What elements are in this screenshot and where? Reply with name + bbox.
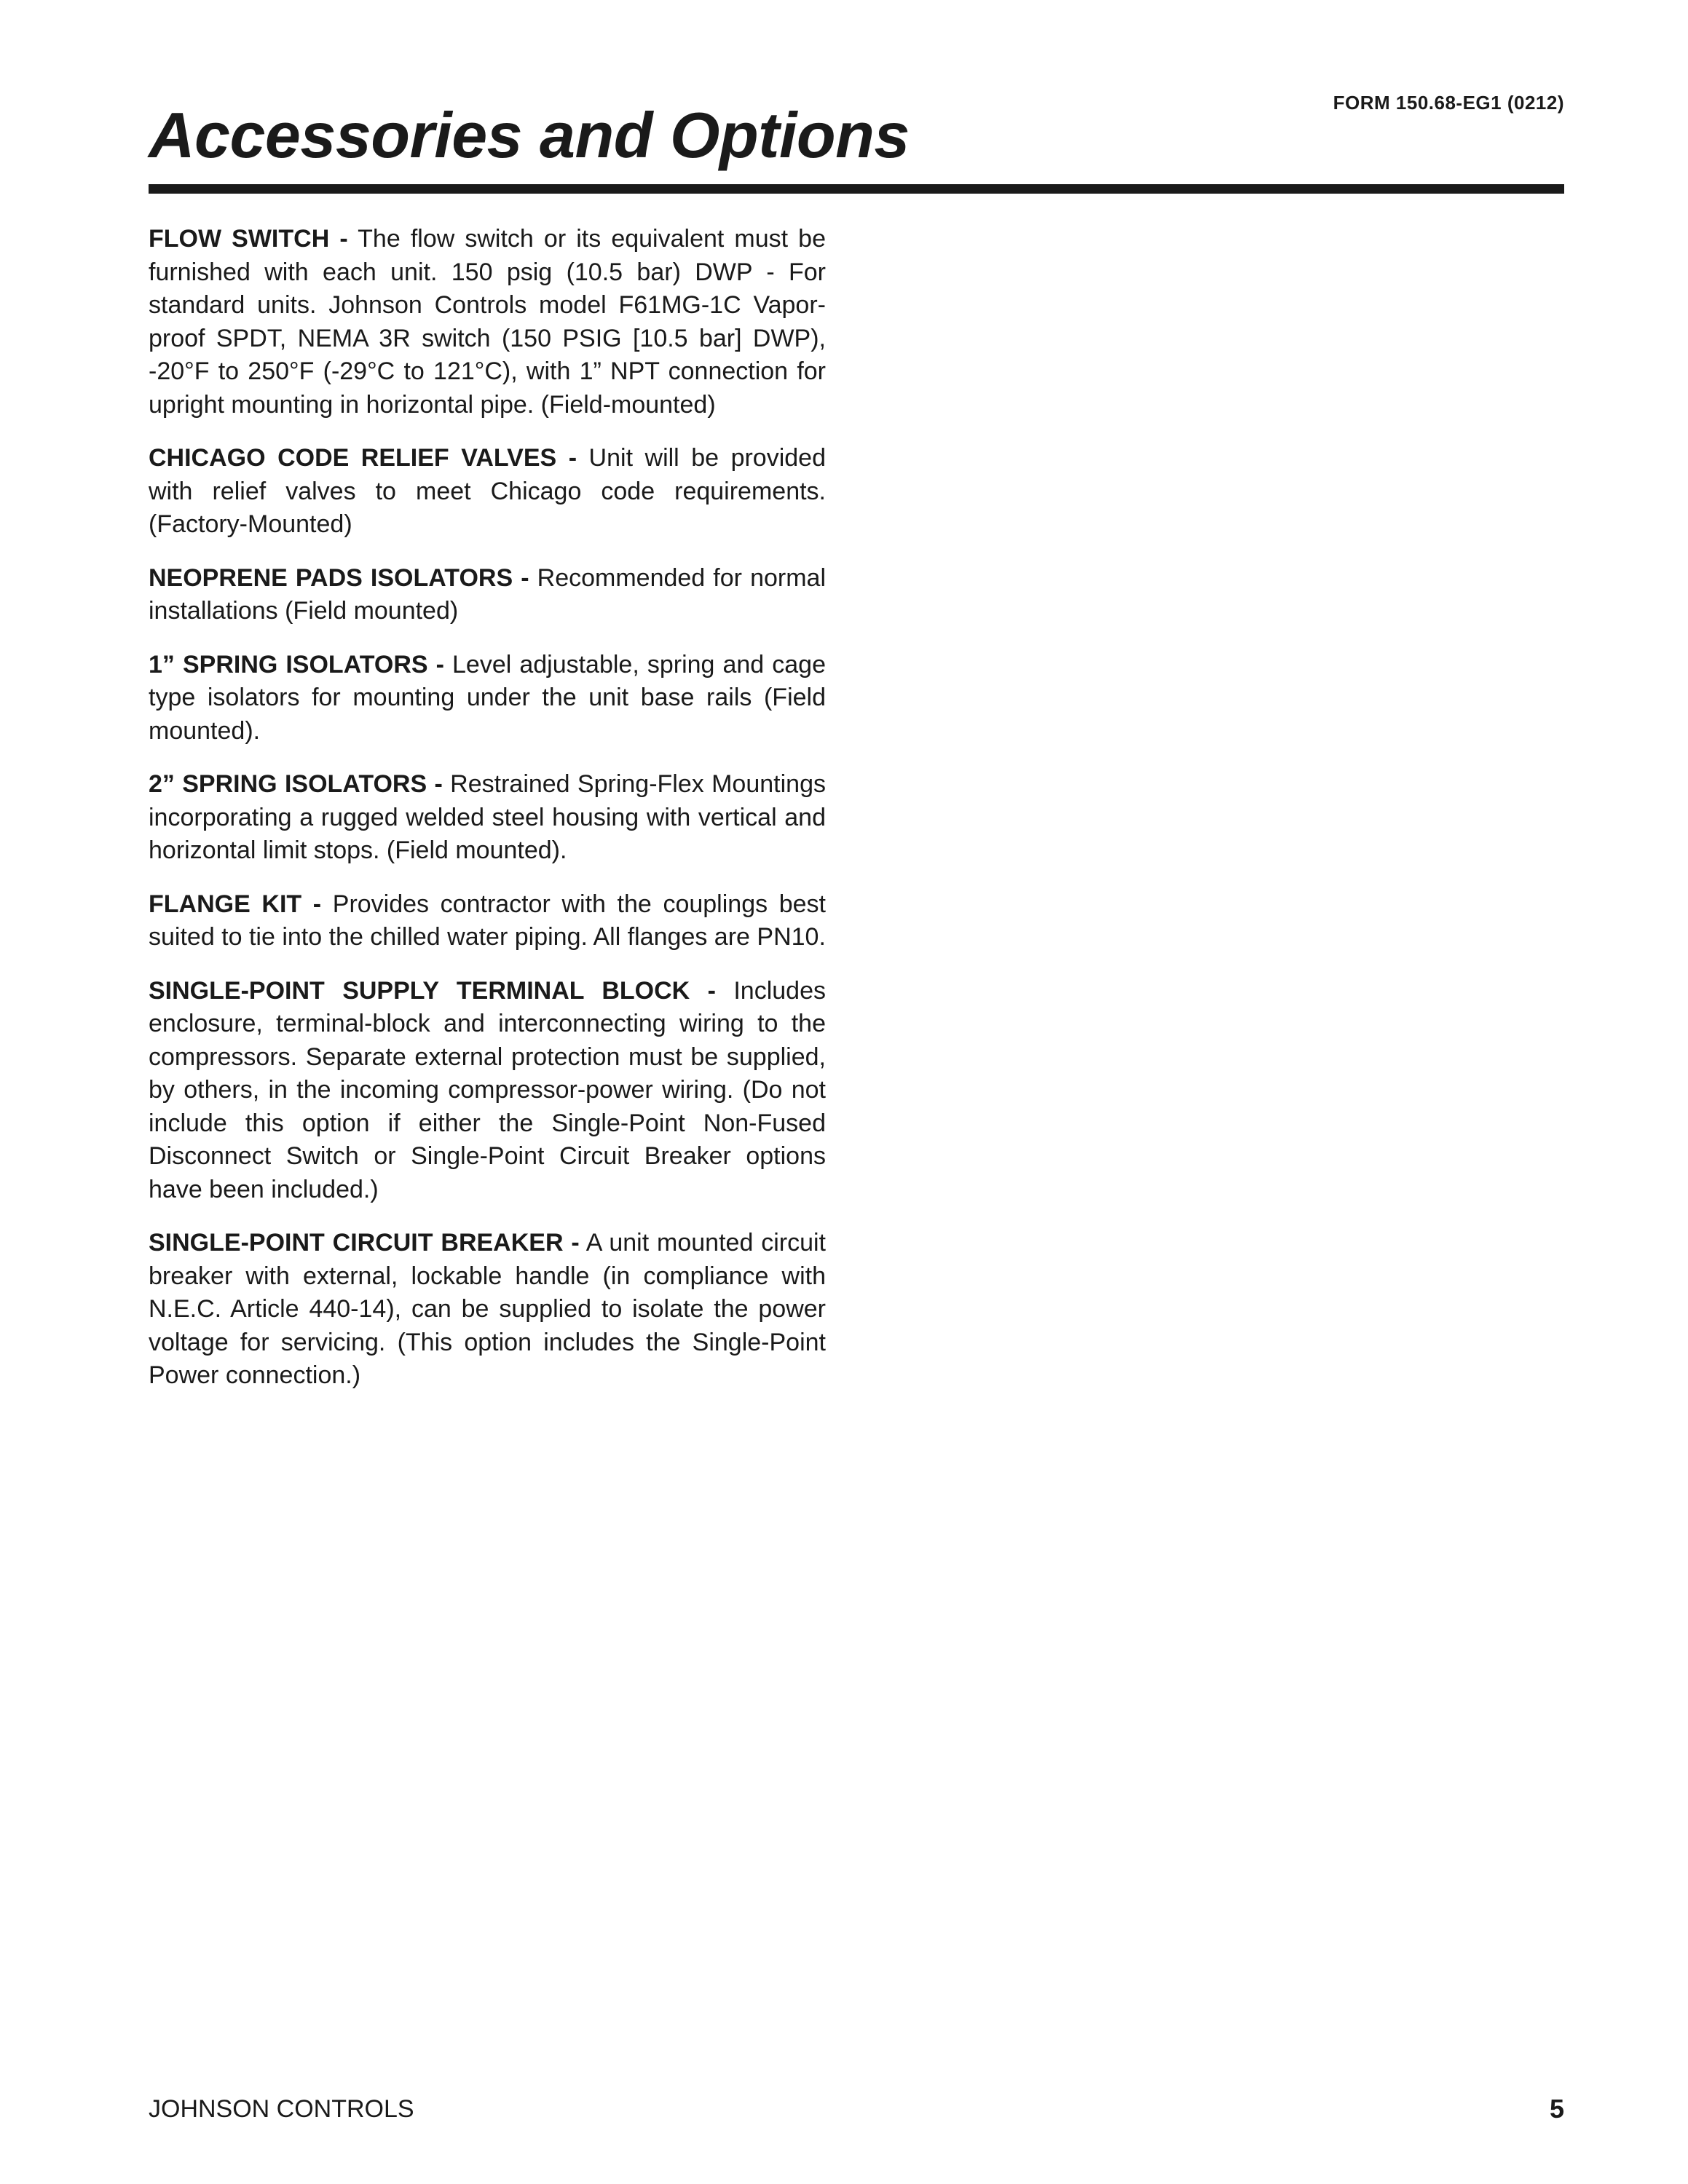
entry-heading: SINGLE-POINT CIRCUIT BREAKER - (149, 1229, 580, 1257)
entry-text: Includes enclosure, terminal-block and interconnecting wiring to the compressors. Separate external protection must be supplied, by others, in the incoming compressor-power wiring. (Do not include this option if either the Single-Point Non-Fused Disconnect Switch or Single-Point Circuit Breaker options have been included.) (149, 976, 826, 1203)
entry-heading: SINGLE-POINT SUPPLY TERMINAL BLOCK - (149, 976, 716, 1005)
entry-flow-switch (149, 223, 826, 422)
title-rule (149, 184, 1564, 194)
entry-single-point-supply-terminal-block (149, 975, 826, 1207)
entry-neoprene-pads-isolators (149, 562, 826, 628)
footer-brand: JOHNSON CONTROLS (149, 2095, 414, 2123)
entry-heading: FLOW SWITCH - (149, 225, 348, 253)
entry-text: Level adjustable, spring and cage type isolators for mounting under the unit base rails (Field mounted). (149, 650, 826, 745)
entry-1in-spring-isolators (149, 649, 826, 748)
entry-chicago-code-relief-valves (149, 442, 826, 542)
page-number: 5 (1549, 2094, 1564, 2124)
entry-heading: CHICAGO CODE RELIEF VALVES - (149, 444, 577, 472)
entry-heading: NEOPRENE PADS ISOLATORS - (149, 563, 529, 592)
page-title: Accessories and Options (149, 99, 910, 171)
form-number: FORM 150.68-EG1 (0212) (1333, 92, 1564, 114)
entry-text: Provides contractor with the couplings best suited to tie into the chilled water piping. All flanges are PN10. (149, 890, 826, 951)
entry-text: A unit mounted circuit breaker with external, lockable handle (in compliance with N.E.C. Article 440-14), can be supplied to isolate the power voltage for servicing. (This option includes the Single-Point Power connection.) (149, 1229, 827, 1389)
entry-heading: 1” SPRING ISOLATORS - (149, 650, 444, 678)
entry-heading: 2” SPRING ISOLATORS - (149, 770, 443, 798)
entry-heading: FLANGE KIT - (149, 890, 322, 918)
entry-text: Restrained Spring-Flex Mountings incorporating a rugged welded steel housing with vertical and horizontal limit stops. (Field mounted). (149, 770, 826, 864)
entry-text: Unit will be provided with relief valves to meet Chicago code requirements. (Factory-Mounted) (149, 444, 826, 538)
entry-single-point-circuit-breaker (149, 1227, 826, 1393)
entry-text: The flow switch or its equivalent must be furnished with each unit. 150 psig (10.5 bar) DWP - For standard units. Johnson Controls model F61MG-1C Vapor-proof SPDT, NEMA 3R switch (150 PSIG [10.5 bar] DWP), -20°F to 250°F (-29°C to 121°C), with 1” NPT connection for upright mounting in horizontal pipe. (Field-mounted) (149, 225, 827, 419)
accessories-list (149, 223, 826, 1413)
entry-text: Recommended for normal installations (Field mounted) (149, 563, 827, 625)
entry-flange-kit (149, 888, 826, 954)
entry-2in-spring-isolators (149, 768, 826, 868)
